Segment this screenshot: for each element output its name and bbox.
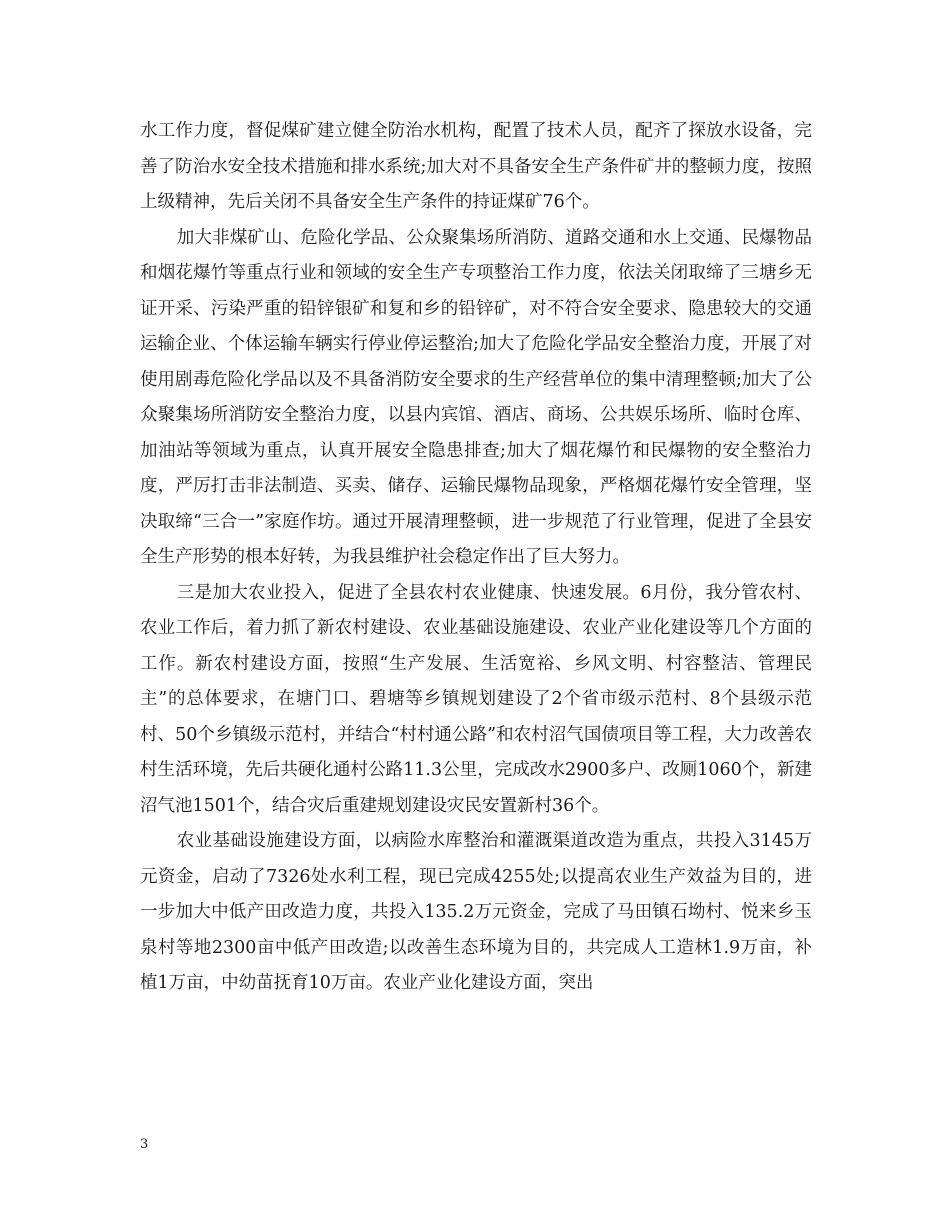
page-number: 3 <box>140 1137 149 1152</box>
paragraph-agriculture-investment: 三是加大农业投入，促进了全县农村农业健康、快速发展。6月份，我分管农村、农业工作后，着力抓了新农村建设、农业基础设施建设、农业产业化建设等几个方面的工作。新农村建设方面，按照“生产发展、生活宽裕、乡风文明、村容整洁、管理民主”的总体要求，在塘门口、碧塘等乡镇规划建设了2个省市级示范村、8个县级示范村、50个乡镇级示范村，并结合“村村通公路”和农村沼气国债项目等工程，大力改善农村生活环境，先后共硬化通村公路11.3公里，完成改水2900多户、改厕1060个，新建沼气池1501个，结合灾后重建规划建设灾民安置新村36个。 <box>140 582 812 816</box>
paragraph-continued: 水工作力度，督促煤矿建立健全防治水机构，配置了技术人员，配齐了探放水设备，完善了防治水安全技术措施和排水系统;加大对不具备安全生产条件矿井的整顿力度，按照上级精神，先后关闭不具备安全生产条件的持证煤矿76个。 <box>140 121 812 212</box>
paragraph-agricultural-infrastructure: 农业基础设施建设方面，以病险水库整治和灌溉渠道改造为重点，共投入3145万元资金，启动了7326处水利工程，现已完成4255处;以提高农业生产效益为目的，进一步加大中低产田改造力度，共投入135.2万元资金，完成了马田镇石坳村、悦来乡玉泉村等地2300亩中低产田改造;以改善生态环境为目的，共完成人工造林1.9万亩，补植1万亩，中幼苗抚育10万亩。农业产业化建设方面，突出 <box>140 831 812 993</box>
paragraph-non-coal-mines: 加大非煤矿山、危险化学品、公众聚集场所消防、道路交通和水上交通、民爆物品和烟花爆竹等重点行业和领域的安全生产专项整治工作力度，依法关闭取缔了三塘乡无证开采、污染严重的铅锌银矿和复和乡的铅锌矿，对不符合安全要求、隐患较大的交通运输企业、个体运输车辆实行停业停运整治;加大了危险化学品安全整治力度，开展了对使用剧毒危险化学品以及不具备消防安全要求的生产经营单位的集中清理整顿;加大了公众聚集场所消防安全整治力度，以县内宾馆、酒店、商场、公共娱乐场所、临时仓库、加油站等领域为重点，认真开展安全隐患排查;加大了烟花爆竹和民爆物的安全整治力度，严厉打击非法制造、买卖、储存、运输民爆物品现象，严格烟花爆竹安全管理，坚决取缔“三合一”家庭作坊。通过开展清理整顿，进一步规范了行业管理，促进了全县安全生产形势的根本好转，为我县维护社会稳定作出了巨大努力。 <box>140 227 812 567</box>
body-text <box>140 114 812 1002</box>
